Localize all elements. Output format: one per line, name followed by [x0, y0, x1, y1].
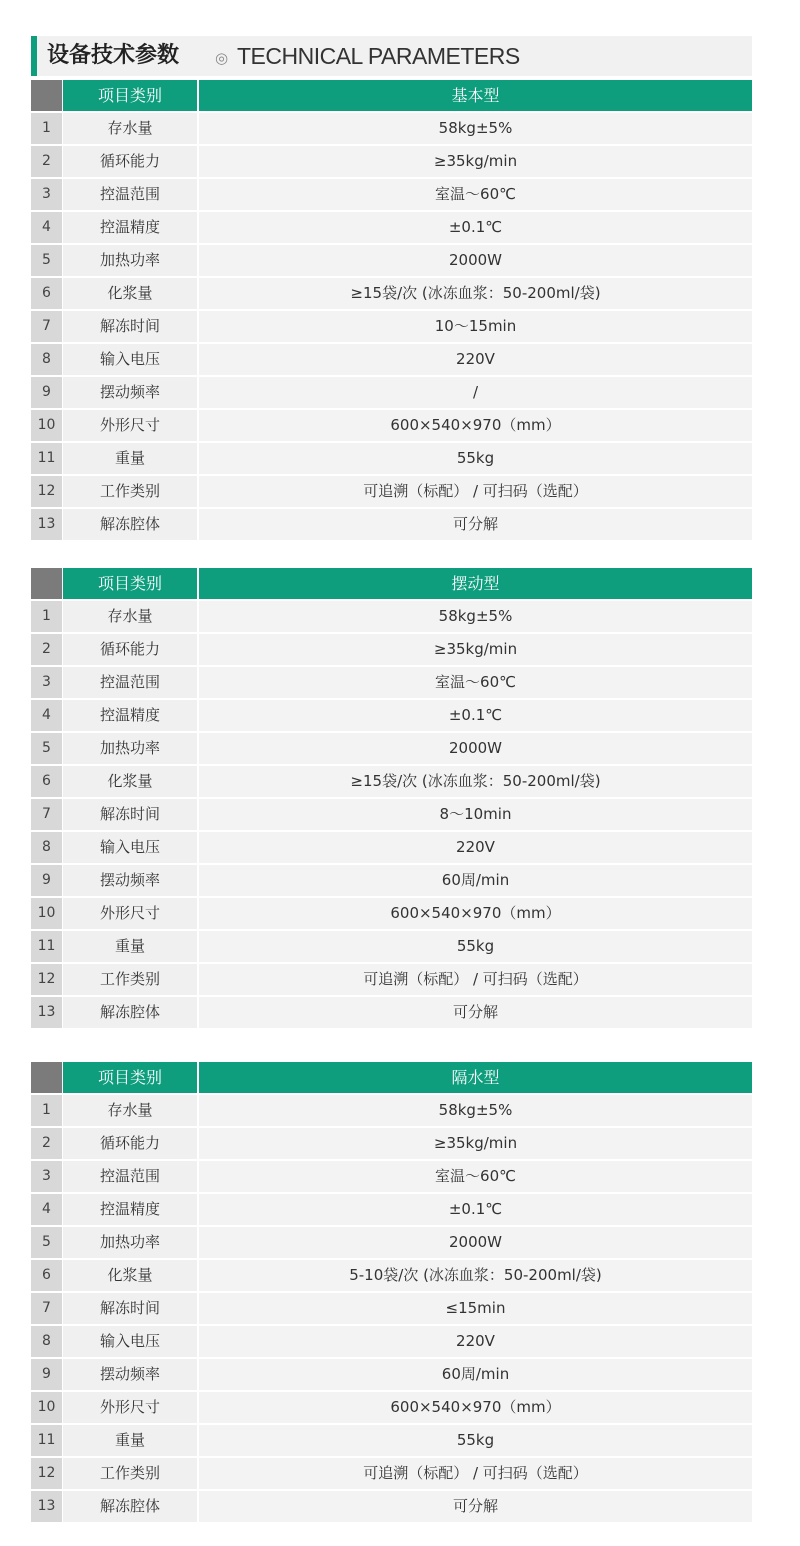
row-value: 58kg±5% — [199, 1095, 752, 1126]
row-category: 解冻时间 — [63, 311, 197, 342]
table-header-row — [31, 568, 752, 601]
table-row — [31, 311, 752, 344]
row-value: 600×540×970（mm） — [199, 1392, 752, 1423]
row-category: 控温范围 — [63, 667, 197, 698]
row-category: 化浆量 — [63, 766, 197, 797]
table-row — [31, 344, 752, 377]
row-category: 存水量 — [63, 113, 197, 144]
table-row — [31, 1161, 752, 1194]
row-value: ≤15min — [199, 1293, 752, 1324]
row-value: 220V — [199, 832, 752, 863]
table-row — [31, 931, 752, 964]
row-number: 12 — [31, 964, 62, 995]
row-category: 摆动频率 — [63, 1359, 197, 1390]
row-number: 6 — [31, 278, 62, 309]
table-row — [31, 1392, 752, 1425]
header-num-cell — [31, 1062, 62, 1093]
header-title-cn: 设备技术参数 — [47, 43, 180, 68]
row-value: 55kg — [199, 1425, 752, 1456]
row-number: 7 — [31, 799, 62, 830]
row-number: 1 — [31, 1095, 62, 1126]
table-row — [31, 1227, 752, 1260]
row-category: 循环能力 — [63, 1128, 197, 1159]
row-value: ≥35kg/min — [199, 1128, 752, 1159]
row-category: 存水量 — [63, 601, 197, 632]
table-row — [31, 898, 752, 931]
row-value: 58kg±5% — [199, 601, 752, 632]
row-number: 6 — [31, 766, 62, 797]
row-category: 工作类别 — [63, 476, 197, 507]
parameter-table — [31, 80, 752, 542]
row-number: 6 — [31, 1260, 62, 1291]
header-title-en: TECHNICAL PARAMETERS — [237, 43, 520, 69]
row-number: 10 — [31, 1392, 62, 1423]
row-value: 2000W — [199, 245, 752, 276]
table-header-row — [31, 1062, 752, 1095]
table-header-row — [31, 80, 752, 113]
row-category: 输入电压 — [63, 1326, 197, 1357]
row-value: 60周/min — [199, 1359, 752, 1390]
table-row — [31, 245, 752, 278]
row-value: 10～15min — [199, 311, 752, 342]
table-row — [31, 1293, 752, 1326]
header-model-cell: 摆动型 — [199, 568, 752, 599]
row-category: 外形尺寸 — [63, 898, 197, 929]
row-value: 室温～60℃ — [199, 667, 752, 698]
parameter-table — [31, 1062, 752, 1524]
table-row — [31, 377, 752, 410]
row-number: 11 — [31, 443, 62, 474]
row-value: ±0.1℃ — [199, 1194, 752, 1225]
row-value: 220V — [199, 1326, 752, 1357]
row-category: 工作类别 — [63, 1458, 197, 1489]
row-number: 7 — [31, 1293, 62, 1324]
row-number: 4 — [31, 212, 62, 243]
row-category: 化浆量 — [63, 278, 197, 309]
header-category-cell: 项目类别 — [63, 80, 197, 111]
table-row — [31, 278, 752, 311]
row-number: 9 — [31, 1359, 62, 1390]
row-number: 11 — [31, 1425, 62, 1456]
row-value: 可分解 — [199, 997, 752, 1028]
row-category: 摆动频率 — [63, 865, 197, 896]
table-row — [31, 1458, 752, 1491]
table-row — [31, 766, 752, 799]
table-row — [31, 410, 752, 443]
table-row — [31, 865, 752, 898]
row-category: 加热功率 — [63, 733, 197, 764]
row-number: 5 — [31, 733, 62, 764]
row-number: 1 — [31, 113, 62, 144]
table-row — [31, 700, 752, 733]
table-row — [31, 733, 752, 766]
row-value: ≥15袋/次 (冰冻血浆：50-200ml/袋) — [199, 278, 752, 309]
row-number: 5 — [31, 1227, 62, 1258]
table-row — [31, 1491, 752, 1524]
row-value: 室温～60℃ — [199, 1161, 752, 1192]
row-category: 解冻腔体 — [63, 1491, 197, 1522]
row-category: 解冻腔体 — [63, 509, 197, 540]
row-category: 解冻时间 — [63, 799, 197, 830]
row-category: 循环能力 — [63, 634, 197, 665]
table-row — [31, 443, 752, 476]
row-number: 13 — [31, 509, 62, 540]
row-number: 9 — [31, 865, 62, 896]
header-category-cell: 项目类别 — [63, 1062, 197, 1093]
row-value: 可分解 — [199, 509, 752, 540]
row-value: 55kg — [199, 931, 752, 962]
row-value: 可追溯（标配） / 可扫码（选配） — [199, 1458, 752, 1489]
row-value: 2000W — [199, 1227, 752, 1258]
table-row — [31, 1095, 752, 1128]
row-value: 2000W — [199, 733, 752, 764]
row-number: 13 — [31, 997, 62, 1028]
table-row — [31, 997, 752, 1030]
header-num-cell — [31, 568, 62, 599]
table-row — [31, 1128, 752, 1161]
header-category-cell: 项目类别 — [63, 568, 197, 599]
row-category: 存水量 — [63, 1095, 197, 1126]
table-row — [31, 509, 752, 542]
row-value: 8～10min — [199, 799, 752, 830]
table-row — [31, 667, 752, 700]
row-category: 重量 — [63, 931, 197, 962]
row-category: 控温范围 — [63, 1161, 197, 1192]
double-circle-icon: ◎ — [215, 49, 229, 67]
row-category: 加热功率 — [63, 245, 197, 276]
table-row — [31, 1425, 752, 1458]
row-number: 12 — [31, 476, 62, 507]
row-category: 摆动频率 — [63, 377, 197, 408]
row-category: 循环能力 — [63, 146, 197, 177]
row-category: 解冻时间 — [63, 1293, 197, 1324]
row-value: 室温～60℃ — [199, 179, 752, 210]
table-row — [31, 634, 752, 667]
header-num-cell — [31, 80, 62, 111]
row-category: 加热功率 — [63, 1227, 197, 1258]
row-number: 2 — [31, 634, 62, 665]
row-category: 外形尺寸 — [63, 410, 197, 441]
row-category: 外形尺寸 — [63, 1392, 197, 1423]
row-category: 控温范围 — [63, 179, 197, 210]
row-value: 60周/min — [199, 865, 752, 896]
row-value: ≥15袋/次 (冰冻血浆：50-200ml/袋) — [199, 766, 752, 797]
header-model-cell: 隔水型 — [199, 1062, 752, 1093]
row-number: 1 — [31, 601, 62, 632]
table-row — [31, 1260, 752, 1293]
row-number: 2 — [31, 146, 62, 177]
row-category: 控温精度 — [63, 1194, 197, 1225]
table-row — [31, 212, 752, 245]
row-number: 3 — [31, 667, 62, 698]
table-row — [31, 1326, 752, 1359]
row-number: 10 — [31, 898, 62, 929]
row-number: 8 — [31, 832, 62, 863]
table-row — [31, 799, 752, 832]
row-value: 5-10袋/次 (冰冻血浆：50-200ml/袋) — [199, 1260, 752, 1291]
row-value: 可追溯（标配） / 可扫码（选配） — [199, 476, 752, 507]
row-category: 输入电压 — [63, 832, 197, 863]
row-value: ±0.1℃ — [199, 212, 752, 243]
row-value: ≥35kg/min — [199, 146, 752, 177]
row-number: 11 — [31, 931, 62, 962]
row-value: 55kg — [199, 443, 752, 474]
row-category: 解冻腔体 — [63, 997, 197, 1028]
row-category: 重量 — [63, 1425, 197, 1456]
row-value: ≥35kg/min — [199, 634, 752, 665]
row-number: 3 — [31, 1161, 62, 1192]
row-value: 600×540×970（mm） — [199, 898, 752, 929]
row-value: 可追溯（标配） / 可扫码（选配） — [199, 964, 752, 995]
row-number: 5 — [31, 245, 62, 276]
row-value: 220V — [199, 344, 752, 375]
table-row — [31, 832, 752, 865]
row-number: 12 — [31, 1458, 62, 1489]
row-value: 58kg±5% — [199, 113, 752, 144]
row-category: 控温精度 — [63, 700, 197, 731]
parameter-table — [31, 568, 752, 1030]
row-number: 4 — [31, 1194, 62, 1225]
row-category: 控温精度 — [63, 212, 197, 243]
row-value: ±0.1℃ — [199, 700, 752, 731]
row-number: 3 — [31, 179, 62, 210]
row-category: 化浆量 — [63, 1260, 197, 1291]
table-row — [31, 146, 752, 179]
table-row — [31, 601, 752, 634]
table-row — [31, 964, 752, 997]
row-number: 8 — [31, 1326, 62, 1357]
row-number: 8 — [31, 344, 62, 375]
row-number: 4 — [31, 700, 62, 731]
table-row — [31, 1194, 752, 1227]
row-number: 13 — [31, 1491, 62, 1522]
row-number: 7 — [31, 311, 62, 342]
row-category: 工作类别 — [63, 964, 197, 995]
row-value: 可分解 — [199, 1491, 752, 1522]
accent-bar — [31, 36, 37, 76]
header-model-cell: 基本型 — [199, 80, 752, 111]
row-number: 10 — [31, 410, 62, 441]
table-row — [31, 476, 752, 509]
row-number: 9 — [31, 377, 62, 408]
row-value: / — [199, 377, 752, 408]
row-number: 2 — [31, 1128, 62, 1159]
row-category: 输入电压 — [63, 344, 197, 375]
row-value: 600×540×970（mm） — [199, 410, 752, 441]
row-category: 重量 — [63, 443, 197, 474]
table-row — [31, 113, 752, 146]
table-row — [31, 1359, 752, 1392]
section-header — [31, 36, 752, 76]
table-row — [31, 179, 752, 212]
